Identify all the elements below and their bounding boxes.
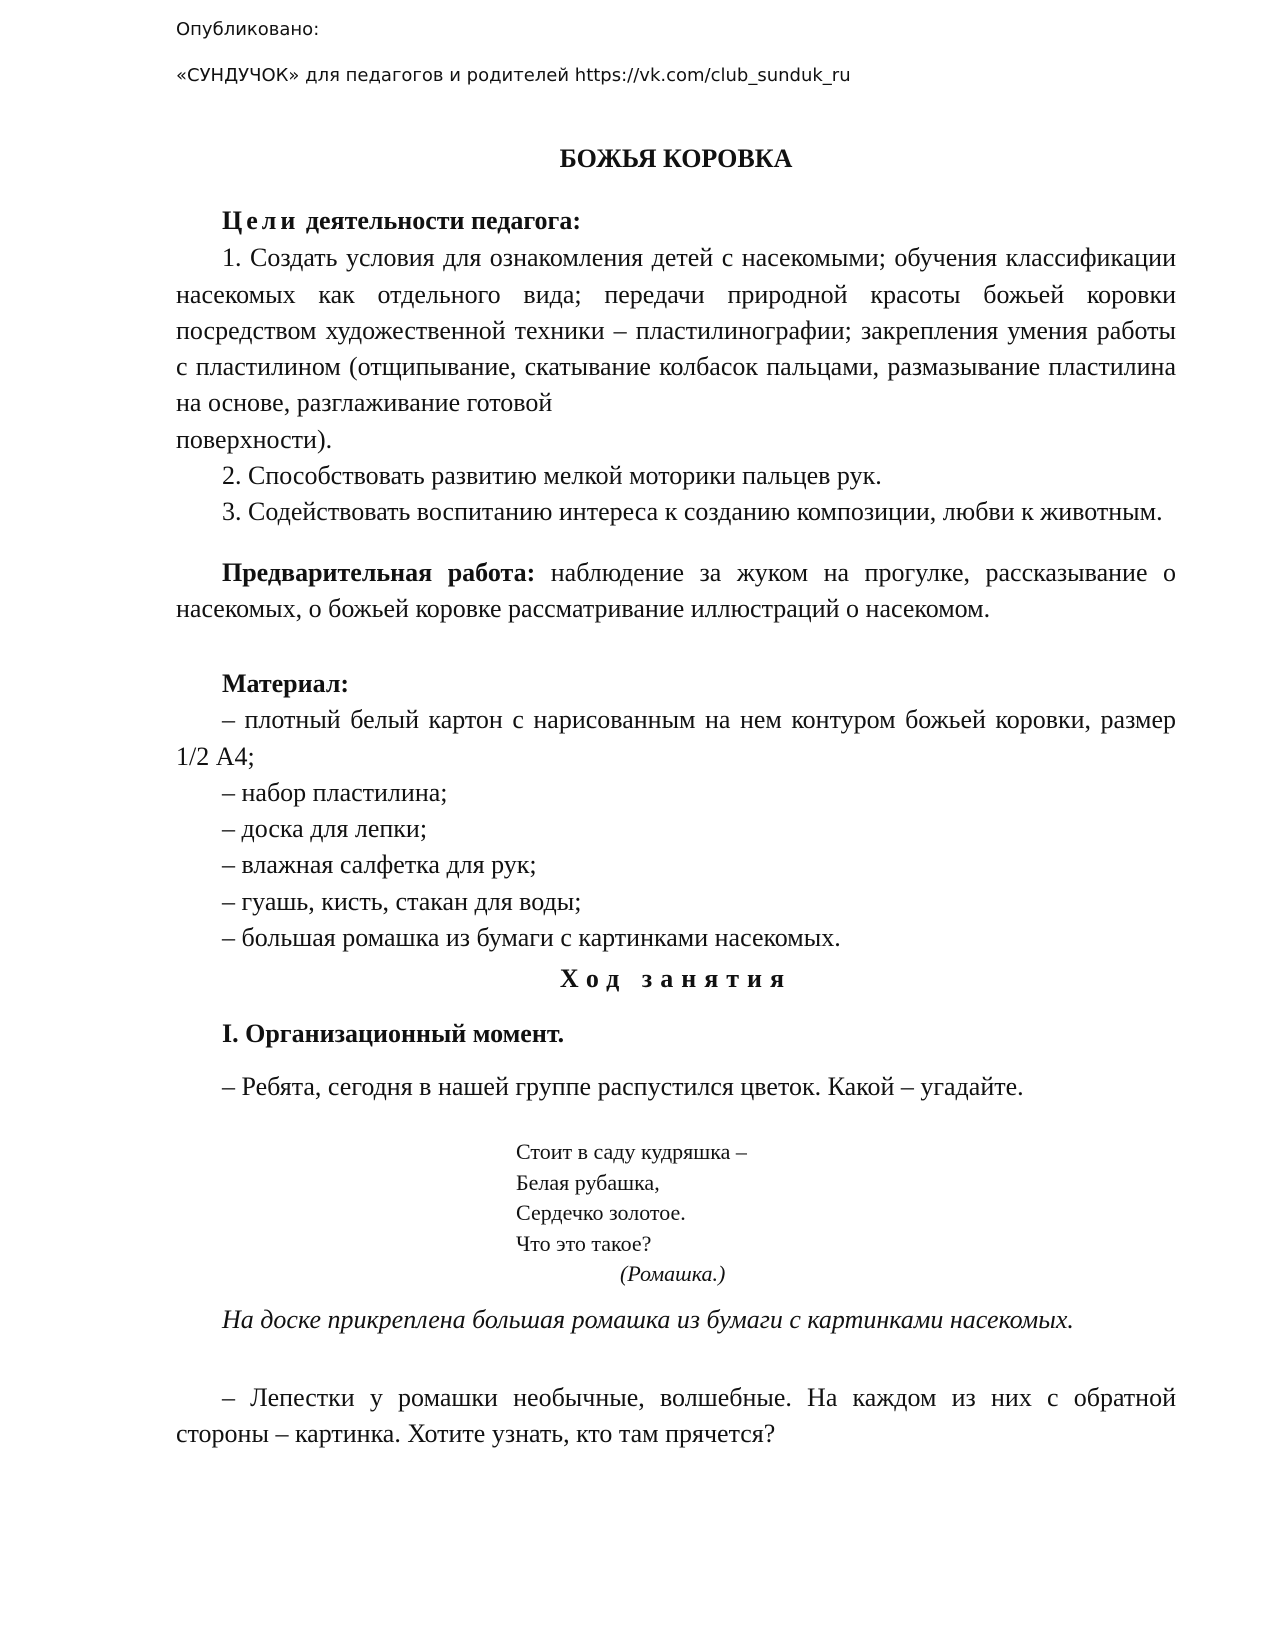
material-item: – плотный белый картон с нарисованным на нем контуром божьей коровки, размер 1/2 А4;	[176, 705, 1176, 771]
goal-item-1-end: поверхности).	[176, 424, 333, 454]
closing-section	[176, 1380, 1176, 1453]
goals-heading	[176, 203, 1176, 239]
poem-line: Стоит в саду кудряшка –	[516, 1139, 747, 1164]
riddle-poem	[516, 1137, 747, 1290]
goals-heading-spaced: Цели	[222, 206, 300, 235]
section-1	[176, 1016, 1176, 1106]
closing-text: – Лепестки у ромашки необычные, волшебные. На каждом из них с обратной стороны – картинка. Хотите узнать, кто там прячется?	[176, 1383, 1176, 1449]
material-item: – набор пластилина;	[222, 777, 448, 807]
published-label: Опубликовано:	[176, 19, 320, 40]
source-line: «СУНДУЧОК» для педагогов и родителей https://vk.com/club_sunduk_ru	[176, 65, 851, 86]
material-item: – доска для лепки;	[222, 814, 428, 844]
prelim-text: наблюдение за жуком на прогулке, рассказывание о насекомых, о божьей коровке рассматривание иллюстраций о насекомом.	[176, 558, 1176, 624]
prelim-section	[176, 555, 1176, 628]
material-heading: Материал:	[222, 669, 350, 698]
material-item: – гуашь, кисть, стакан для воды;	[222, 886, 582, 916]
material-section	[176, 666, 1176, 956]
goals-section	[176, 203, 1176, 531]
goal-item-1: 1. Создать условия для ознакомления детей с насекомыми; обучения классификации насекомых как отдельного вида; передачи природной красоты божьей коровки посредством художественной техники – пластилинографии; закрепления умения работы с пластилином (отщипывание, скатывание колбасок пальцами, размазывание пластилина на основе, разглаживание готовой	[176, 243, 1176, 418]
goal-item-2: 2. Способствовать развитию мелкой моторики пальцев рук.	[222, 461, 882, 491]
prelim-label: Предварительная работа:	[222, 558, 536, 587]
lesson-heading: Ход занятия	[559, 964, 793, 993]
section-1-heading: I. Организационный момент.	[222, 1019, 565, 1048]
material-item: – влажная салфетка для рук;	[222, 850, 537, 880]
page-title: БОЖЬЯ КОРОВКА	[559, 144, 793, 173]
poem-line: Что это такое?	[516, 1230, 652, 1256]
material-item: – большая ромашка из бумаги с картинками насекомых.	[222, 923, 841, 953]
prelim-paragraph	[176, 555, 1176, 628]
goals-heading-rest: деятельности педагога:	[299, 206, 581, 235]
poem-answer: (Ромашка.)	[620, 1261, 726, 1286]
poem-line: Белая рубашка,	[516, 1169, 660, 1195]
poem-line: Сердечко золотое.	[516, 1200, 686, 1225]
note-section	[176, 1302, 1176, 1338]
note-italic: На доске прикреплена большая ромашка из бумаги с картинками насекомых.	[222, 1305, 1074, 1334]
section-1-text: – Ребята, сегодня в нашей группе распустился цветок. Какой – угадайте.	[222, 1072, 1024, 1102]
goal-item-3: 3. Содействовать воспитанию интереса к созданию композиции, любви к животным.	[222, 497, 1163, 527]
